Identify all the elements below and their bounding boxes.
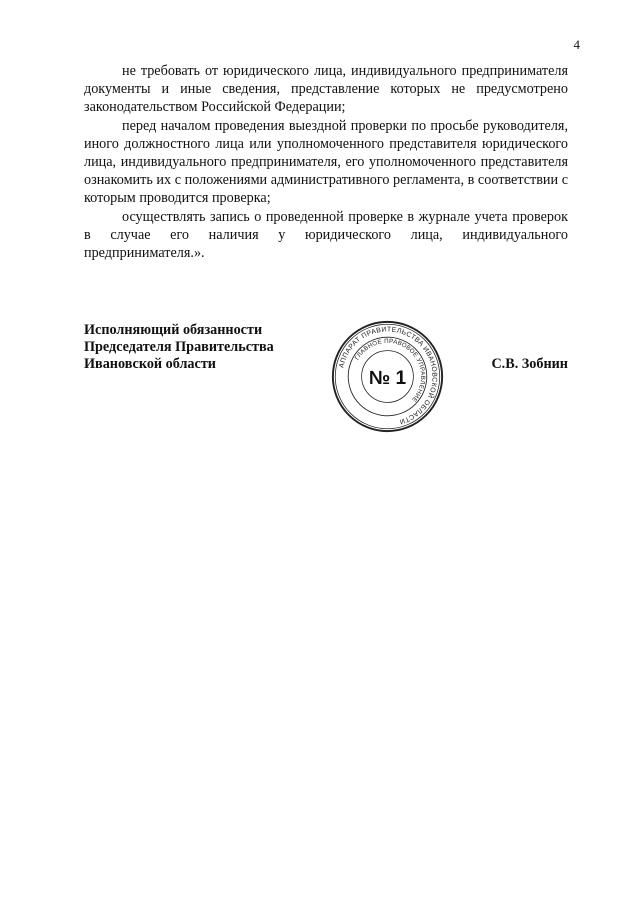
stamp-outer-text: АППАРАТ ПРАВИТЕЛЬСТВА ИВАНОВСКОЙ ОБЛАСТИ xyxy=(338,326,438,425)
signatory-title-line: Председателя Правительства xyxy=(84,339,274,355)
signer-name: С.В. Зобнин xyxy=(491,356,568,372)
signatory-title xyxy=(84,322,274,373)
signatory-title-line: Исполняющий обязанности xyxy=(84,322,263,338)
paragraph: осуществлять запись о проведенной проверке в журнале учета проверок в случае его наличия у юридического лица, индивидуального предпринимателя.». xyxy=(84,208,568,262)
stamp-inner-text: ГЛАВНОЕ ПРАВОВОЕ УПРАВЛЕНИЕ xyxy=(353,337,427,404)
signatory-title-line: Ивановской области xyxy=(84,356,216,372)
paragraph: не требовать от юридического лица, индивидуального предпринимателя документы и иные сведения, представление которых не предусмотрено законодательством Российской Федерации; xyxy=(84,63,568,116)
page-number: 4 xyxy=(573,37,580,52)
body-text xyxy=(84,62,568,262)
stamp-center-text: № 1 xyxy=(368,368,407,390)
official-stamp xyxy=(330,319,445,434)
paragraph: перед началом проведения выездной проверки по просьбе руководителя, иного должностного лица или уполномоченного представителя юридического лица, индивидуального предпринимателя, его уполномоченного представителя ознакомить их с положениями административного регламента, в соответствии с которым проводится проверка; xyxy=(84,117,568,207)
